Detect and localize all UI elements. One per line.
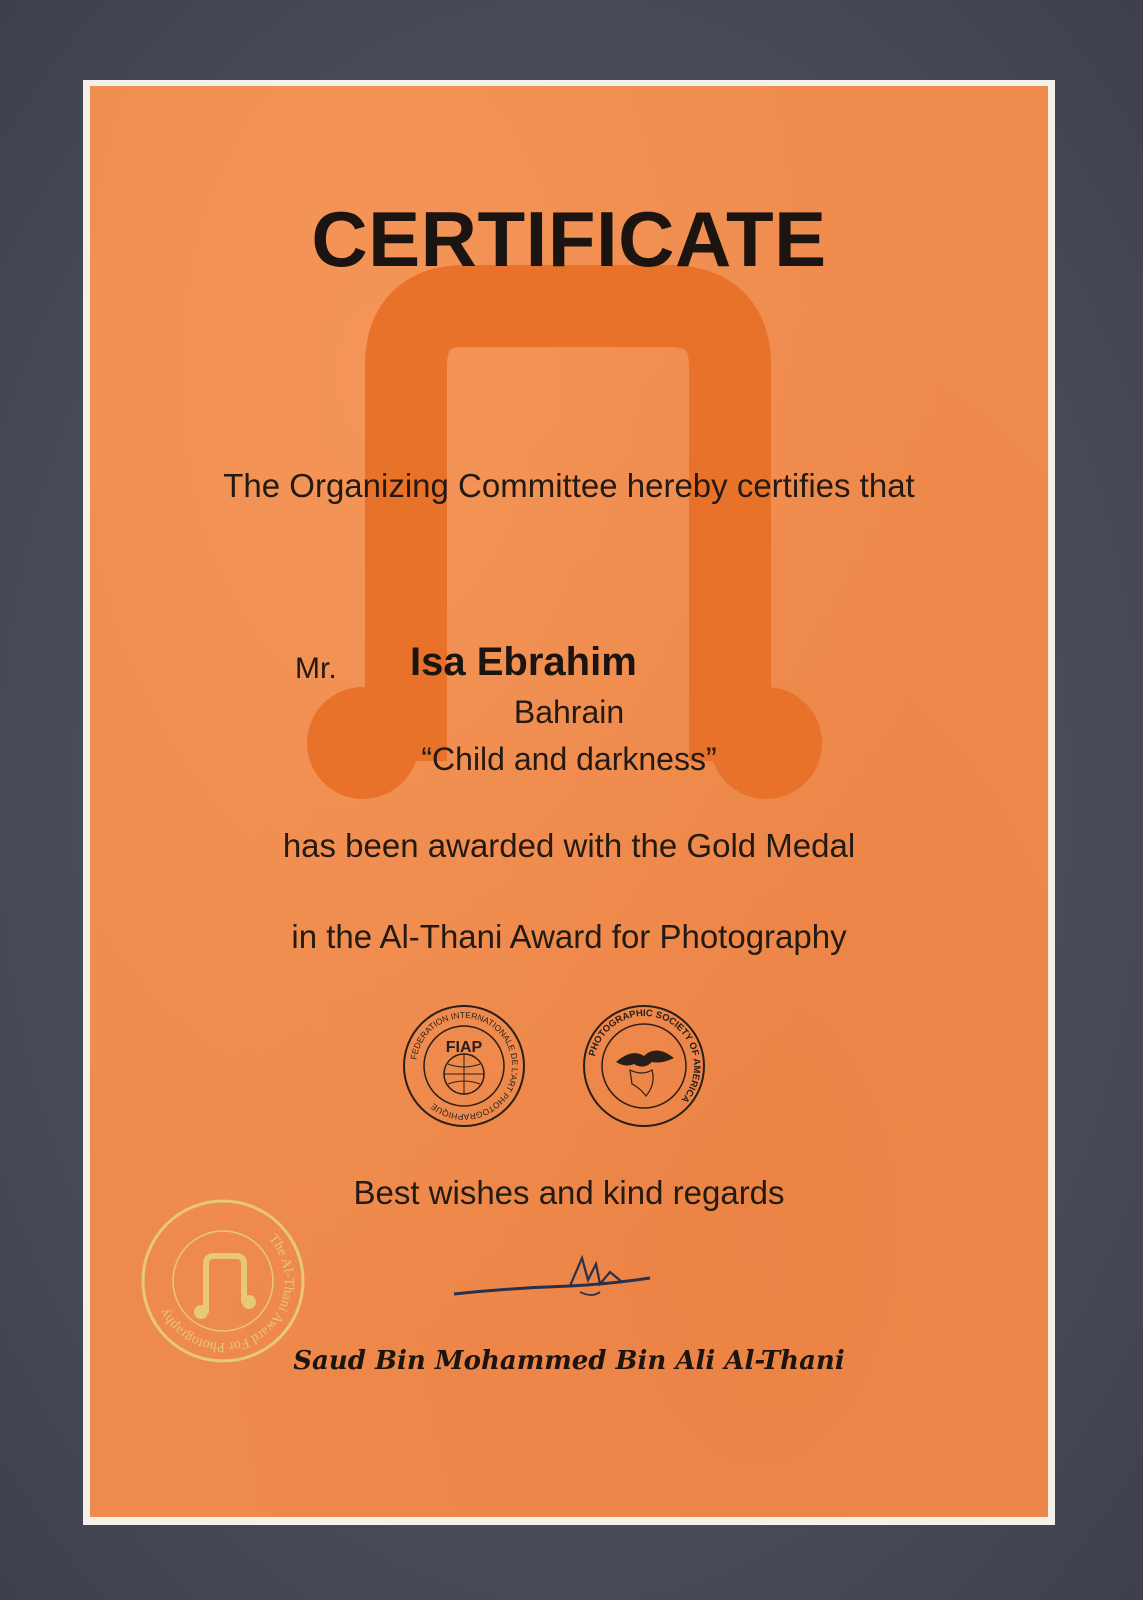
certificate-title: CERTIFICATE bbox=[311, 195, 827, 283]
psa-ring-text: PHOTOGRAPHIC SOCIETY OF AMERICA bbox=[587, 1007, 703, 1105]
certificate-paper bbox=[90, 86, 1048, 1517]
recipient-name: Isa Ebrahim bbox=[410, 640, 637, 684]
svg-text:The Al-Thani Award For Photogr bbox=[157, 1232, 296, 1355]
award-line-1: has been awarded with the Gold Medal bbox=[282, 827, 856, 864]
recipient-country: Bahrain bbox=[513, 694, 625, 730]
psa-seal bbox=[582, 1004, 706, 1128]
work-title: “Child and darkness” bbox=[421, 741, 717, 777]
gold-award-seal bbox=[140, 1198, 306, 1364]
recipient-honorific: Mr. bbox=[295, 652, 337, 685]
award-line-2: in the Al-Thani Award for Photography bbox=[291, 918, 847, 955]
signature bbox=[450, 1236, 660, 1316]
intro-text: The Organizing Committee hereby certifies that bbox=[223, 467, 915, 504]
fiap-seal bbox=[402, 1004, 526, 1128]
fiap-ring-text: FEDERATION INTERNATIONALE DE L'ART PHOTOGRAPHIQUE bbox=[408, 1009, 521, 1123]
signer-name: Saud Bin Mohammed Bin Ali Al-Thani bbox=[293, 1346, 845, 1376]
gold-seal-ring-text: The Al-Thani Award For Photography bbox=[157, 1231, 297, 1355]
closing-text: Best wishes and kind regards bbox=[353, 1174, 785, 1211]
fiap-center-text: FIAP bbox=[445, 1039, 483, 1056]
